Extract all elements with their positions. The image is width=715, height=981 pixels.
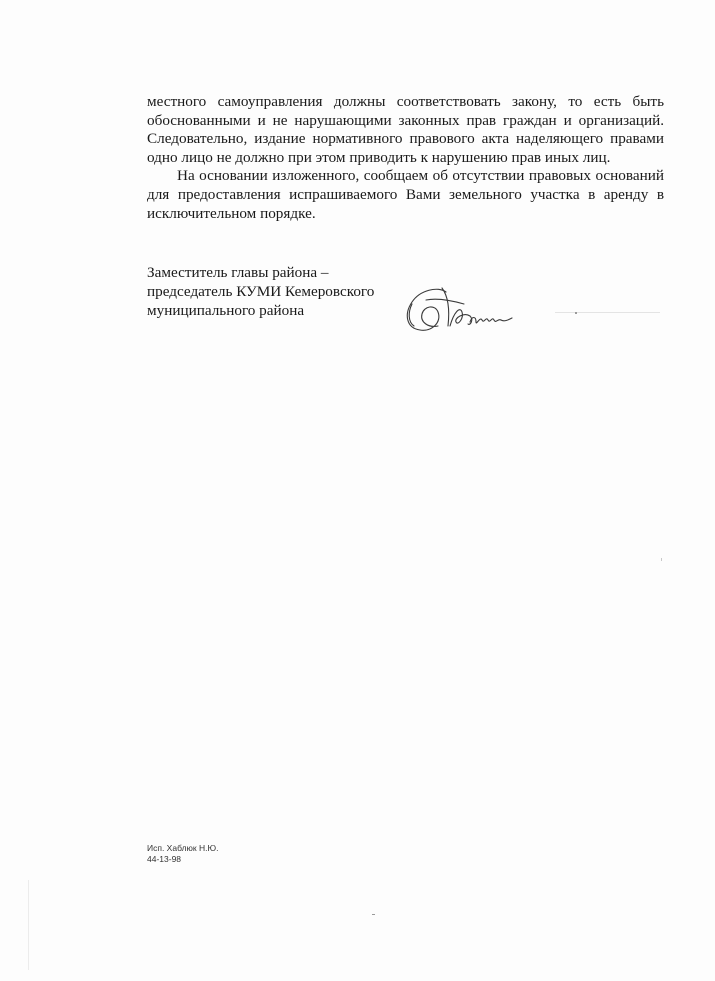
handwritten-signature xyxy=(398,282,528,342)
scan-artifact-dot xyxy=(372,914,375,915)
scan-artifact-dot xyxy=(661,558,662,561)
letter-body xyxy=(147,93,664,223)
executor-phone: 44-13-98 xyxy=(147,854,182,864)
signatory-block xyxy=(147,263,374,320)
signatory-position-line-1: Заместитель главы района – xyxy=(147,264,329,281)
executor-name: Исп. Хаблюк Н.Ю. xyxy=(147,843,219,853)
paragraph-conclusion: На основании изложенного, сообщаем об отсутствии правовых оснований для предоставления испрашиваемого Вами земельного участка в аренду в исключительном порядке. xyxy=(147,167,664,222)
signatory-position-line-2: председатель КУМИ Кемеровского xyxy=(147,283,375,300)
signatory-position-line-3: муниципального района xyxy=(147,302,305,319)
scan-artifact-line xyxy=(555,312,660,313)
executor-info xyxy=(147,843,218,865)
paragraph-continuation: местного самоуправления должны соответствовать закону, то есть быть обоснованными и не нарушающими законных прав граждан и организаций. Следовательно, издание нормативного правового акта наделяющего правами одно лицо не должно при этом приводить к нарушению прав иных лиц. xyxy=(147,93,664,166)
scan-artifact-dot xyxy=(575,312,577,314)
scan-edge-artifact xyxy=(28,880,29,970)
